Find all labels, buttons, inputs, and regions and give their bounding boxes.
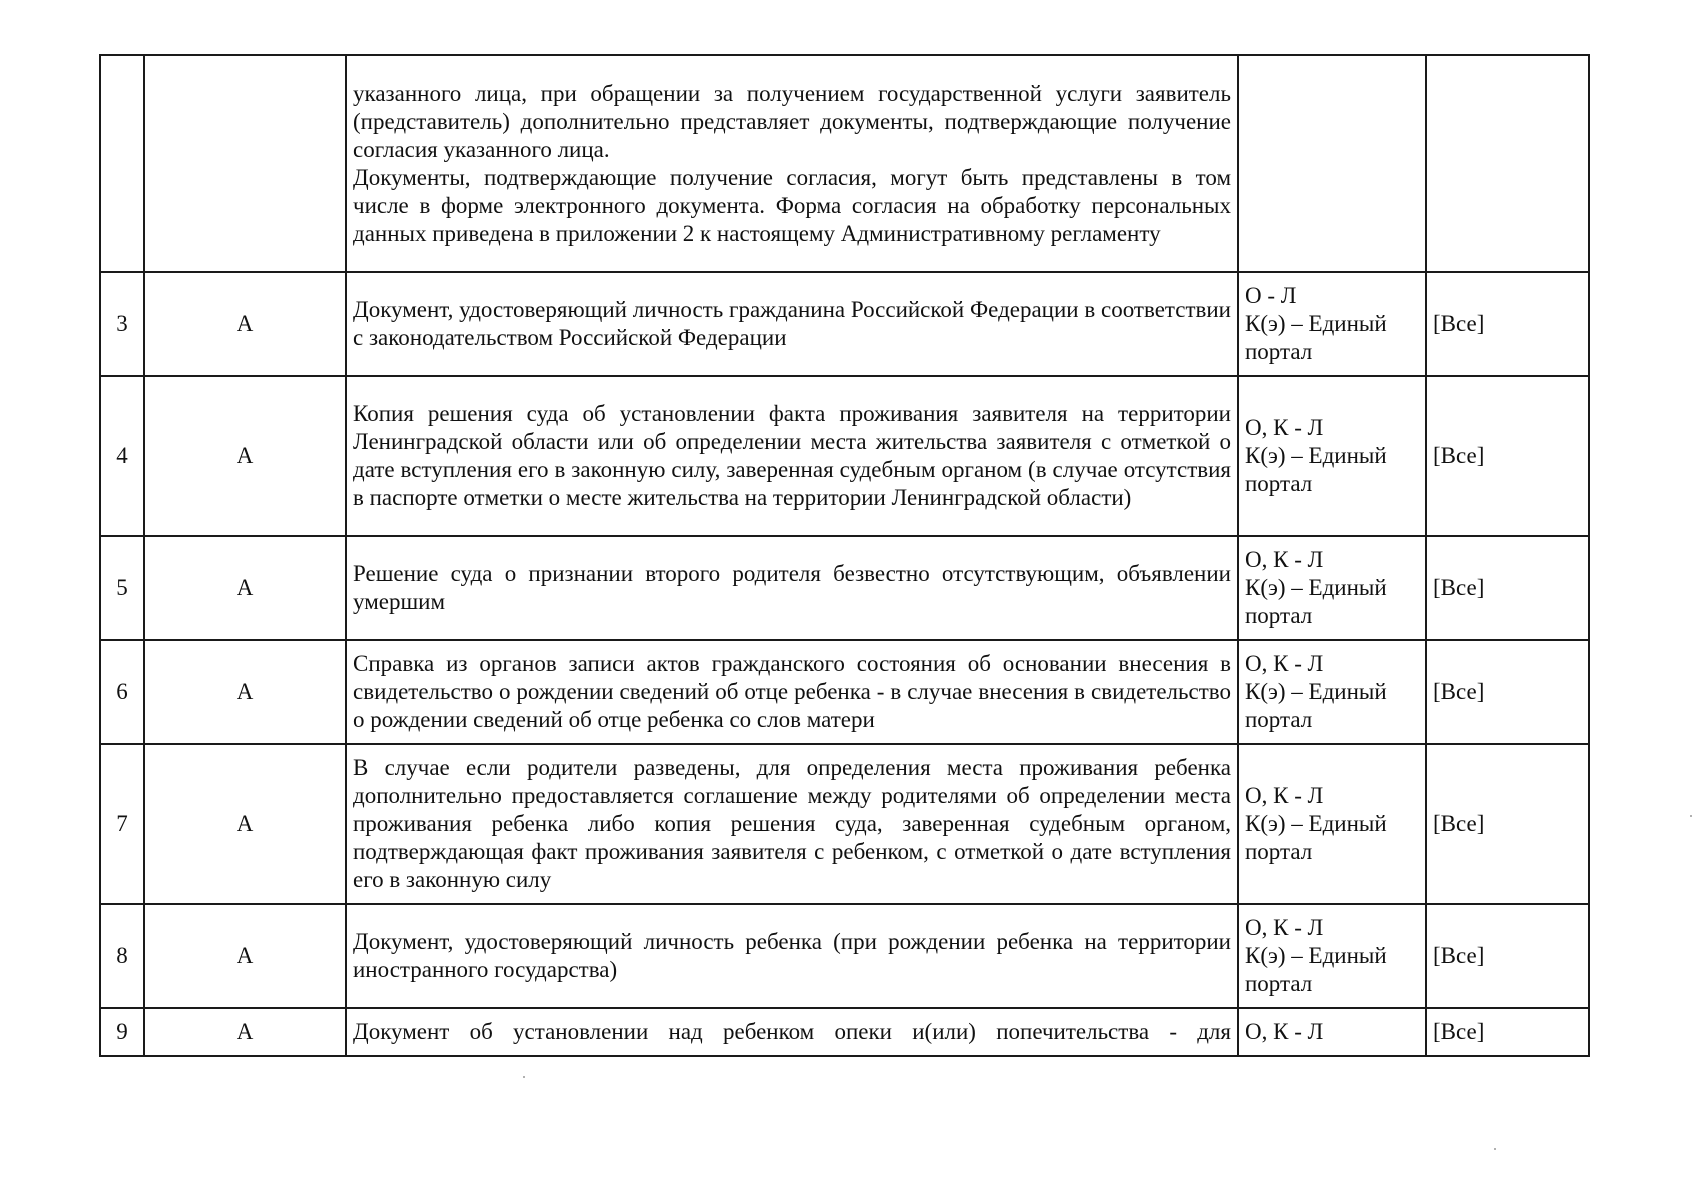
form-line: О, К - Л — [1245, 1019, 1324, 1044]
row-applicant: [Все] — [1426, 536, 1589, 640]
row-description: Документ, удостоверяющий личность ребенка (при рождении ребенка на территории иностранного государства) — [346, 904, 1238, 1008]
row-description: Копия решения суда об установлении факта проживания заявителя на территории Ленинградской области или об определении места жительства заявителя с отметкой о дате вступления его в законную силу, заверенная судебным органом (в случае отсутствия в паспорте отметки о месте жительства на территории Ленинградской области) — [346, 376, 1238, 536]
form-line: О, К - Л — [1245, 415, 1324, 440]
form-line: портал — [1245, 839, 1313, 864]
row-form — [1238, 536, 1426, 640]
row-applicant: [Все] — [1426, 272, 1589, 376]
table-row — [100, 904, 1589, 1008]
row-applicant: [Все] — [1426, 744, 1589, 904]
row-code: А — [144, 376, 346, 536]
form-line: портал — [1245, 707, 1313, 732]
row-code: А — [144, 1008, 346, 1056]
form-line: О, К - Л — [1245, 547, 1324, 572]
scan-speck — [1690, 815, 1692, 817]
row-number: 6 — [100, 640, 144, 744]
form-line: К(э) – Единый — [1245, 943, 1387, 968]
row-description: Документ, удостоверяющий личность гражданина Российской Федерации в соответствии с законодательством Российской Федерации — [346, 272, 1238, 376]
row-description: Документ об установлении над ребенком опеки и(или) попечительства - для — [346, 1008, 1238, 1056]
row-description-cell — [346, 55, 1238, 272]
form-line: О - Л — [1245, 283, 1297, 308]
table-row — [100, 744, 1589, 904]
form-line: К(э) – Единый — [1245, 679, 1387, 704]
row-number: 4 — [100, 376, 144, 536]
row-number-cell — [100, 55, 144, 272]
form-line: К(э) – Единый — [1245, 575, 1387, 600]
description-paragraph: указанного лица, при обращении за получением государственной услуги заявитель (представитель) дополнительно представляет документы, подтверждающие получение согласия указанного лица. — [353, 80, 1231, 162]
row-number: 7 — [100, 744, 144, 904]
row-applicant: [Все] — [1426, 640, 1589, 744]
form-line: К(э) – Единый — [1245, 811, 1387, 836]
row-applicant: [Все] — [1426, 376, 1589, 536]
form-line: О, К - Л — [1245, 783, 1324, 808]
table-row — [100, 272, 1589, 376]
row-number: 9 — [100, 1008, 144, 1056]
row-code-cell — [144, 55, 346, 272]
form-line: О, К - Л — [1245, 651, 1324, 676]
table-row — [100, 536, 1589, 640]
scan-speck — [1494, 1148, 1496, 1150]
form-line: портал — [1245, 971, 1313, 996]
row-number: 3 — [100, 272, 144, 376]
form-line: портал — [1245, 471, 1313, 496]
row-form — [1238, 640, 1426, 744]
row-number: 5 — [100, 536, 144, 640]
row-form — [1238, 376, 1426, 536]
row-form — [1238, 744, 1426, 904]
row-form — [1238, 1008, 1426, 1056]
table-row — [100, 1008, 1589, 1056]
row-applicant: [Все] — [1426, 904, 1589, 1008]
row-code: А — [144, 272, 346, 376]
table-row-continuation — [100, 55, 1589, 272]
row-applicant: [Все] — [1426, 1008, 1589, 1056]
documents-table — [99, 54, 1590, 1057]
table-row — [100, 376, 1589, 536]
row-code: А — [144, 744, 346, 904]
row-applicant-cell — [1426, 55, 1589, 272]
form-line: О, К - Л — [1245, 915, 1324, 940]
row-form-cell — [1238, 55, 1426, 272]
row-form — [1238, 272, 1426, 376]
scan-speck — [523, 1076, 525, 1078]
row-description: В случае если родители разведены, для определения места проживания ребенка дополнительно предоставляется соглашение между родителями об определении места проживания ребенка либо копия решения суда, заверенная судебным органом, подтверждающая факт проживания заявителя с ребенком, с отметкой о дате вступления его в законную силу — [346, 744, 1238, 904]
row-code: А — [144, 536, 346, 640]
form-line: портал — [1245, 339, 1313, 364]
form-line: портал — [1245, 603, 1313, 628]
description-paragraph: Документы, подтверждающие получение согласия, могут быть представлены в том числе в форме электронного документа. Форма согласия на обработку персональных данных приведена в приложении 2 к настоящему Административному регламенту — [353, 164, 1231, 246]
form-line: К(э) – Единый — [1245, 311, 1387, 336]
row-form — [1238, 904, 1426, 1008]
table-row — [100, 640, 1589, 744]
row-description: Справка из органов записи актов гражданского состояния об основании внесения в свидетельство о рождении сведений об отце ребенка - в случае внесения в свидетельство о рождении сведений об отце ребенка со слов матери — [346, 640, 1238, 744]
row-code: А — [144, 904, 346, 1008]
row-number: 8 — [100, 904, 144, 1008]
row-description: Решение суда о признании второго родителя безвестно отсутствующим, объявлении умершим — [346, 536, 1238, 640]
row-code: А — [144, 640, 346, 744]
form-line: К(э) – Единый — [1245, 443, 1387, 468]
